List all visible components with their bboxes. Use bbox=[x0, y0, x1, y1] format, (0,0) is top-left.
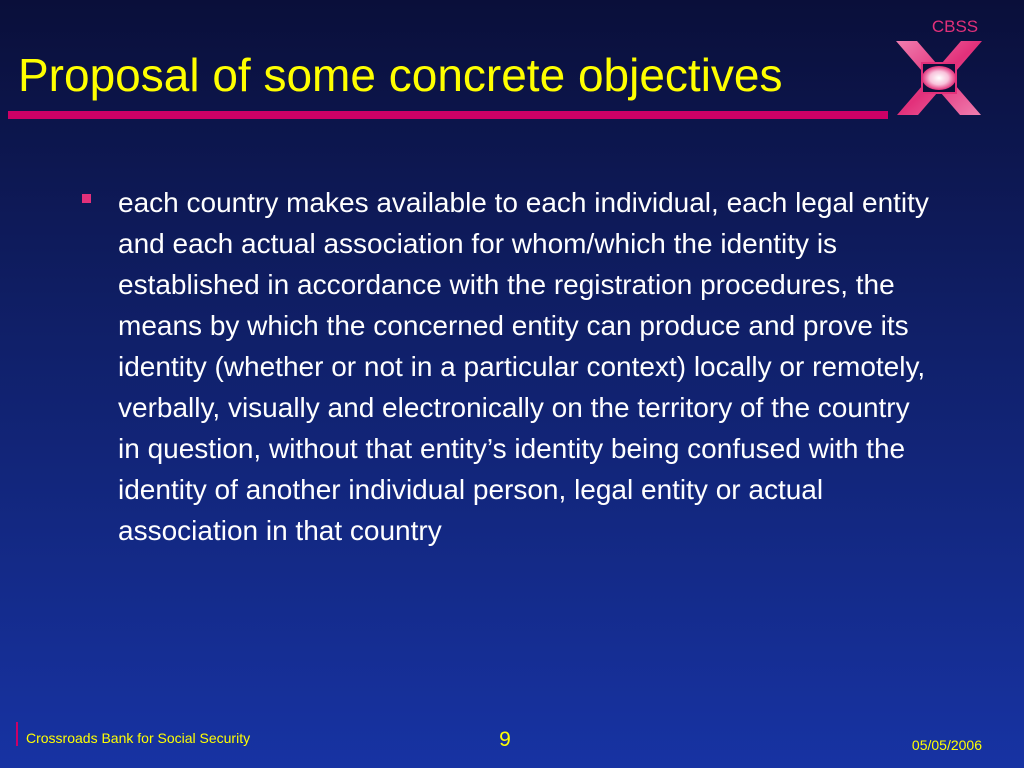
bullet-item bbox=[82, 182, 952, 551]
footer-divider bbox=[16, 722, 18, 746]
cbss-logo-icon bbox=[893, 37, 985, 119]
square-bullet-icon bbox=[82, 194, 91, 203]
slide-title: Proposal of some concrete objectives bbox=[18, 49, 783, 101]
logo-text: CBSS bbox=[931, 17, 979, 36]
bullet-text: each country makes available to each individual, each legal entity and each actual association for whom/which the identity is established in accordance with the registration procedures, the means by which the concerned entity can produce and prove its identity (whether or not in a particular context) locally or remotely, verbally, visually and electronically on the territory of the country in question, without that entity’s identity being confused with the identity of another individual person, legal entity or actual association in that country bbox=[118, 187, 929, 546]
footer-date: 05/05/2006 bbox=[911, 737, 982, 753]
slide-content bbox=[82, 182, 952, 551]
title-underline-rule bbox=[8, 111, 888, 119]
page-number: 9 bbox=[499, 728, 511, 751]
footer-organization: Crossroads Bank for Social Security bbox=[26, 730, 251, 746]
